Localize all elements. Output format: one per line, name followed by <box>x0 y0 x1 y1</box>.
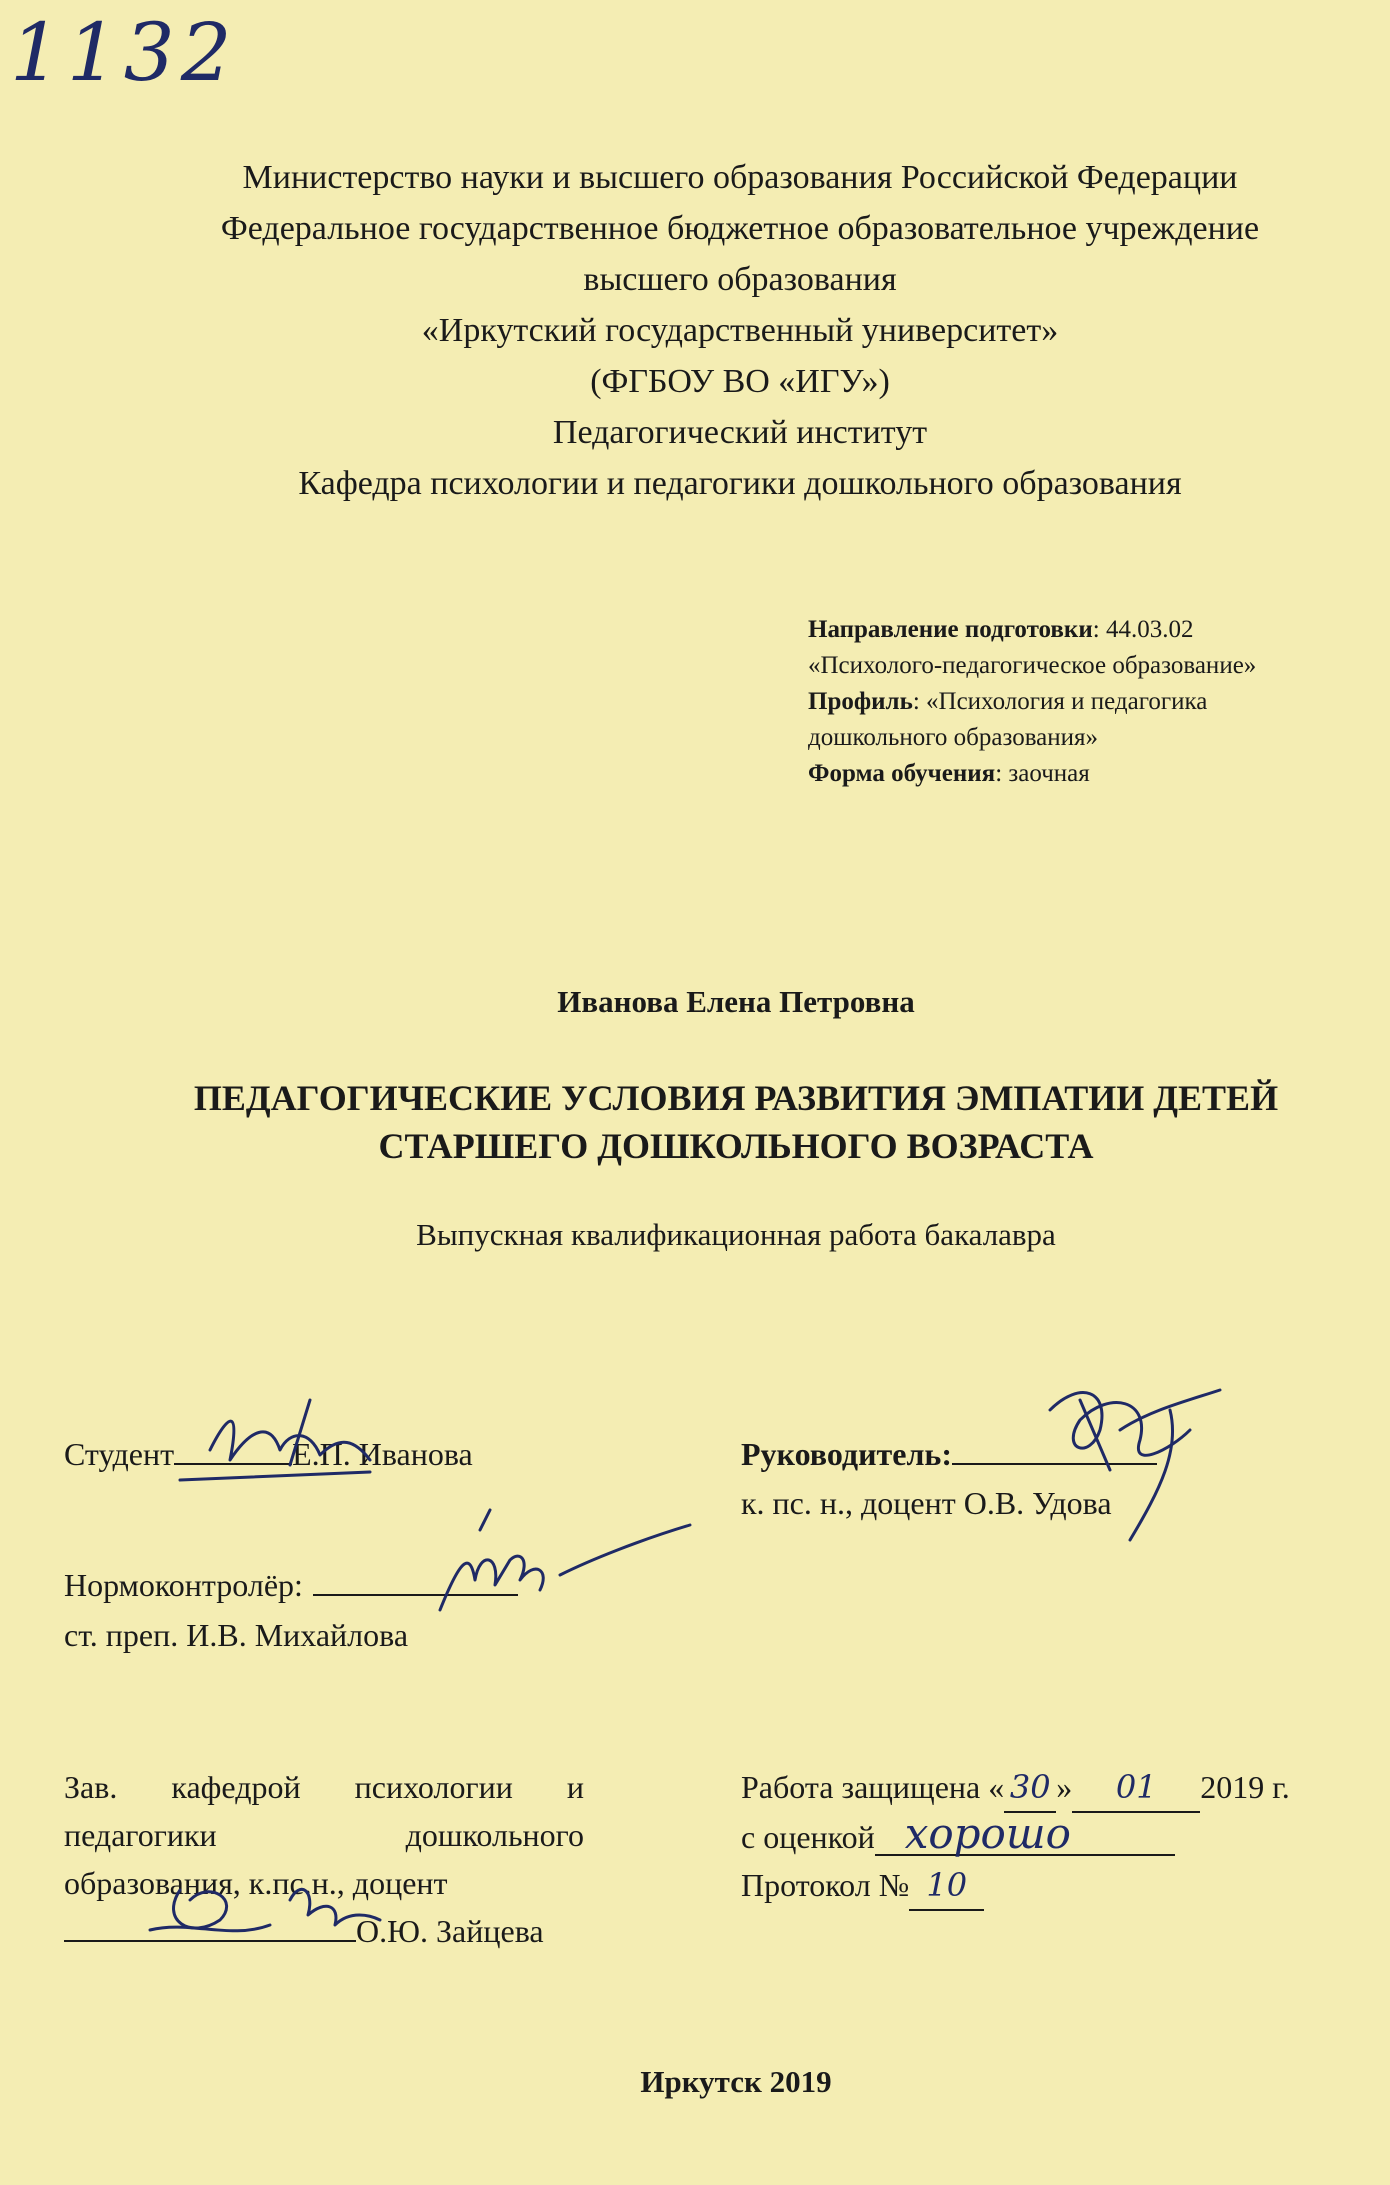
chair-text: психологии <box>354 1769 513 1805</box>
student-name: Е.П. Иванова <box>292 1436 473 1472</box>
direction-row <box>808 612 1256 648</box>
defense-day: 30 <box>1004 1763 1056 1813</box>
profile-row <box>808 684 1256 720</box>
grade-label: с оценкой <box>741 1819 875 1855</box>
defense-block <box>741 1763 1290 1911</box>
defense-date-row: Работа защищена « 30 » 01 2019 г. <box>741 1763 1290 1813</box>
supervisor-label: Руководитель: <box>741 1436 952 1472</box>
city-year: Иркутск 2019 <box>640 2064 832 2099</box>
form-label: Форма обучения <box>808 760 996 787</box>
institute-line: Педагогический институт <box>552 414 928 451</box>
handwritten-corner-number: 1132 <box>10 6 238 99</box>
chair-text: педагогики <box>64 1817 217 1853</box>
student-signature-scribble <box>170 1390 390 1500</box>
author-name: Иванова Елена Петровна <box>557 984 915 1019</box>
profile-label: Профиль <box>808 688 913 715</box>
chair-text: и <box>566 1769 584 1805</box>
thesis-title-line-2: СТАРШЕГО ДОШКОЛЬНОГО ВОЗРАСТА <box>378 1126 1094 1166</box>
chair-line-2 <box>64 1811 584 1859</box>
program-info <box>808 612 1256 792</box>
student-label: Студент <box>64 1436 175 1472</box>
education-level-line: высшего образования <box>583 261 897 298</box>
direction-label: Направление подготовки <box>808 616 1093 643</box>
chair-name: О.Ю. Зайцева <box>356 1913 544 1949</box>
institution-type-line: Федеральное государственное бюджетное образовательное учреждение <box>220 210 1260 247</box>
defense-month: 01 <box>1072 1763 1200 1813</box>
university-name-line: «Иркутский государственный университет» <box>421 312 1059 349</box>
direction-name: «Психолого-педагогическое образование» <box>808 652 1257 679</box>
normcontrol-title: ст. преп. И.В. Михайлова <box>64 1617 409 1653</box>
grade-value: хорошо <box>875 1814 1175 1856</box>
defense-year: 2019 г. <box>1200 1769 1290 1805</box>
form-value: : заочная <box>995 760 1090 787</box>
chair-line-1 <box>64 1763 584 1811</box>
chair-text: Зав. <box>64 1769 118 1805</box>
protocol-label: Протокол № <box>741 1867 910 1903</box>
profile-value-continued: дошкольного образования» <box>808 724 1099 751</box>
protocol-value: 10 <box>909 1861 984 1911</box>
university-abbreviation-line: (ФГБОУ ВО «ИГУ») <box>590 363 890 400</box>
protocol-row <box>741 1861 1290 1911</box>
supervisor-signature-scribble <box>1020 1370 1240 1550</box>
grade-row <box>741 1809 1290 1861</box>
chair-text: дошкольного <box>405 1817 584 1853</box>
chair-signature-scribble <box>130 1860 390 1960</box>
thesis-title-line-1: ПЕДАГОГИЧЕСКИЕ УСЛОВИЯ РАЗВИТИЯ ЭМПАТИИ ДЕТЕЙ <box>193 1078 1279 1118</box>
normcontrol-label: Нормоконтролёр: <box>64 1567 303 1603</box>
supervisor-title: к. пс. н., доцент О.В. Удова <box>741 1485 1112 1521</box>
ministry-line: Министерство науки и высшего образования Российской Федерации <box>242 159 1238 196</box>
institution-header <box>80 152 1390 509</box>
normcontrol-signature-scribble <box>420 1500 700 1620</box>
form-row <box>808 756 1256 792</box>
work-type: Выпускная квалификационная работа бакалавра <box>416 1217 1056 1252</box>
defense-prefix: Работа защищена « <box>741 1769 1005 1805</box>
chair-line-3: образования, к.пс.н., доцент <box>64 1865 448 1901</box>
department-line: Кафедра психологии и педагогики дошкольного образования <box>298 465 1182 502</box>
chair-text: кафедрой <box>171 1769 301 1805</box>
profile-value: : «Психология и педагогика <box>912 688 1208 715</box>
thesis-title <box>0 1074 1390 1170</box>
direction-value: : 44.03.02 <box>1092 616 1194 643</box>
